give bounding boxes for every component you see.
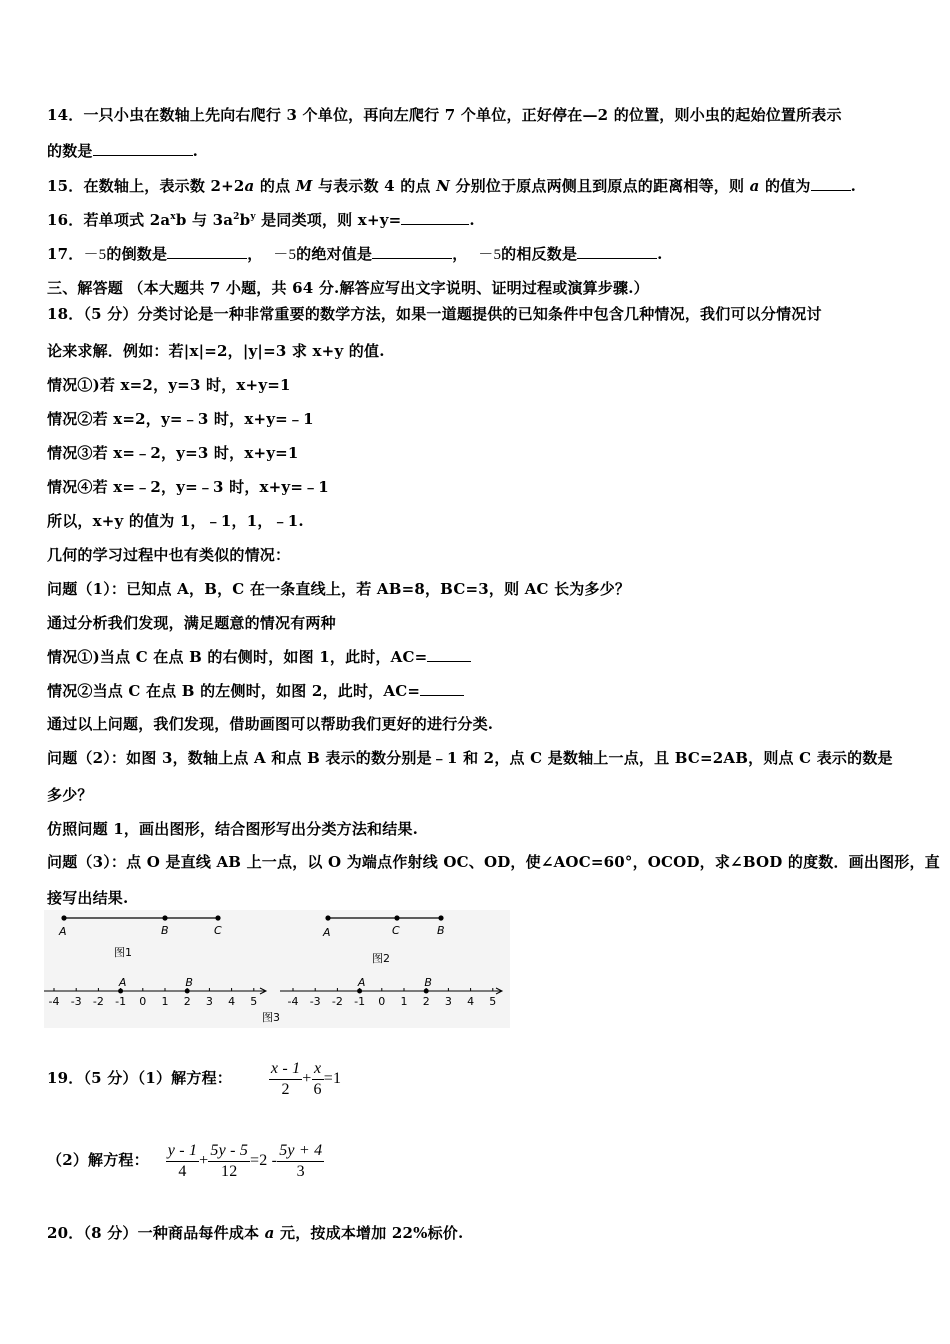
fig3-label-b: B <box>424 976 432 989</box>
fig3-tick-label: -4 <box>287 995 299 1008</box>
fig3-tick-label: 1 <box>400 995 408 1008</box>
q19-frac-1-num: x - 1 <box>269 1059 302 1080</box>
fig2-point-c <box>394 915 399 920</box>
fig2-label-b: B <box>437 924 445 937</box>
q18-geometry-intro: 几何的学习过程中也有类似的情况： <box>47 546 291 564</box>
q19-frac-5-den: 3 <box>296 1162 305 1180</box>
q19-frac-4-den: 12 <box>221 1162 238 1180</box>
q18-problem2-line2: 多少？ <box>47 786 93 804</box>
q20 <box>47 1222 463 1243</box>
q18-case1: 情况①)若 x=2，y=3 时，x+y=1 <box>47 376 291 394</box>
fig3-tick-label: 2 <box>422 995 430 1008</box>
q17 <box>47 243 663 264</box>
q17-text-3: 的相反数是 <box>501 245 578 263</box>
q16-period: . <box>469 211 475 229</box>
fig3-tick-label: 3 <box>205 995 213 1008</box>
q15-var-a2: a <box>749 177 760 195</box>
q19-frac-5 <box>277 1141 324 1182</box>
fig1-label-b: B <box>161 924 169 937</box>
fig3-tick-label: 5 <box>250 995 258 1008</box>
fig3-tick-label: 5 <box>489 995 497 1008</box>
fig3-tick-label: 0 <box>139 995 147 1008</box>
q17-blank-reciprocal[interactable] <box>167 244 247 259</box>
fig2-label-c: C <box>392 924 400 937</box>
q17-sep-2: ， <box>452 245 468 263</box>
q19-equals-2: =2 - <box>250 1152 278 1169</box>
q19-frac-1 <box>269 1059 302 1100</box>
fig3-label-a: A <box>118 976 127 989</box>
fig3-tick-label: 3 <box>444 995 452 1008</box>
q17-sep-1: ， <box>247 245 263 263</box>
q15-point-n: N <box>436 177 450 195</box>
q19-frac-2-num: x <box>312 1059 324 1080</box>
q15-point-m: M <box>295 177 313 195</box>
q19-frac-4-num: 5y - 5 <box>208 1141 250 1162</box>
q17-value-1: －5 <box>83 247 107 263</box>
q18-conclusion: 所以，x+y 的值为 1，﹣1，1，﹣1. <box>47 512 304 530</box>
q17-blank-opposite[interactable] <box>577 244 657 259</box>
q16-text-2: b 与 3a <box>175 211 234 229</box>
q18-finding: 通过以上问题，我们发现，借助画图可以帮助我们更好的进行分类. <box>47 715 494 733</box>
fig1-point-c <box>215 915 220 920</box>
q19-frac-4 <box>208 1141 250 1182</box>
q20-text-1: 20．（8 分）一种商品每件成本 <box>47 1224 265 1242</box>
q18-problem2-line1: 问题（2）：如图 3，数轴上点 A 和点 B 表示的数分别是﹣1 和 2，点 C 是数轴上一点，且 BC=2AB，则点 C 表示的数是 <box>47 749 893 767</box>
q19-frac-2 <box>312 1059 324 1100</box>
q14-text: 的数是 <box>47 142 93 160</box>
q17-period: . <box>657 245 663 263</box>
q18-line1: 18．（5 分）分类讨论是一种非常重要的数学方法，如果一道题提供的已知条件中包含几种情况，我们可以分情况讨 <box>47 305 822 323</box>
section-heading: 三、解答题 （本大题共 7 小题，共 64 分.解答应写出文字说明、证明过程或演算步骤.） <box>47 279 649 297</box>
fig3-tick-label: -3 <box>309 995 321 1008</box>
q17-text-2: 的绝对值是 <box>296 245 373 263</box>
q17-value-2: －5 <box>273 247 297 263</box>
q18-case4: 情况④若 x=﹣2，y=﹣3 时，x+y=﹣1 <box>47 478 329 496</box>
q18-situation2-blank[interactable] <box>420 681 464 696</box>
q18-problem1: 问题（1）：已知点 A，B，C 在一条直线上，若 AB=8，BC=3，则 AC 长为多少？ <box>47 580 631 598</box>
fig3-tick-label: 0 <box>378 995 386 1008</box>
q18-situation2-text: 情况②当点 C 在点 B 的左侧时，如图 2，此时，AC= <box>47 682 421 700</box>
q15-text-3: 与表示数 4 的点 <box>312 177 437 195</box>
q19-frac-3 <box>166 1141 199 1182</box>
fig1-label-a: A <box>59 925 67 938</box>
fig3-tick-label: -2 <box>331 995 343 1008</box>
fig3-tick-label: -4 <box>48 995 60 1008</box>
fig3-tick-label: -3 <box>70 995 82 1008</box>
fig2-point-a <box>325 915 330 920</box>
q18-problem3-line2: 接写出结果. <box>47 889 129 907</box>
q16-sup-3: y <box>250 212 256 222</box>
fig3-tick-label: -1 <box>115 995 127 1008</box>
q16 <box>47 209 475 230</box>
q20-var-a: a <box>264 1224 275 1242</box>
q18-situation1-blank[interactable] <box>427 647 471 662</box>
q19-plus: + <box>302 1070 312 1087</box>
q19-equals-1: =1 <box>323 1070 342 1087</box>
q19-part2 <box>47 1137 324 1183</box>
q19-frac-3-num: y - 1 <box>166 1141 199 1162</box>
q20-text-2: 元，按成本增加 22%标价. <box>274 1224 464 1242</box>
q15-period: . <box>850 177 857 195</box>
fig2-point-b <box>438 915 443 920</box>
fig3-tick-label: -1 <box>354 995 366 1008</box>
fig1-caption: 图1 <box>114 946 132 959</box>
q19-part1 <box>47 1055 341 1101</box>
fig3-tick-label: 1 <box>161 995 169 1008</box>
q19-part1-label: 19．（5 分）（1）解方程： <box>47 1069 232 1087</box>
q19-frac-1-den: 2 <box>281 1080 290 1098</box>
q16-text-1: 16．若单项式 2a <box>47 211 171 229</box>
q19-plus-2: + <box>199 1152 209 1169</box>
q19-frac-2-den: 6 <box>313 1080 322 1098</box>
fig1-point-b <box>162 915 167 920</box>
fig2-caption: 图2 <box>372 952 390 965</box>
fig3-point-b <box>424 989 429 994</box>
q18-case3: 情况③若 x=﹣2，y=3 时，x+y=1 <box>47 444 299 462</box>
q19-part2-label: （2）解方程： <box>47 1151 149 1169</box>
q16-text-4: 是同类项，则 x+y= <box>255 211 402 229</box>
fig3-caption: 图3 <box>262 1011 280 1024</box>
fig3-point-a <box>357 989 362 994</box>
q18-analysis: 通过分析我们发现，满足题意的情况有两种 <box>47 614 336 632</box>
q16-sup-2: 2 <box>233 212 240 222</box>
fig3-tick-label: -2 <box>92 995 104 1008</box>
q15-text-2: 的点 <box>254 177 296 195</box>
q15-text-1: 15．在数轴上，表示数 2+2 <box>47 177 245 195</box>
q14-line2 <box>47 140 198 161</box>
fig3-label-b: B <box>185 976 193 989</box>
fig3-point-a <box>118 989 123 994</box>
q14-line1: 14．一只小虫在数轴上先向右爬行 3 个单位，再向左爬行 7 个单位，正好停在—2 的位置，则小虫的起始位置所表示 <box>47 106 842 124</box>
q16-text-3: b <box>239 211 251 229</box>
q15-answer-blank[interactable] <box>811 176 851 191</box>
q18-line2: 论来求解．例如：若|x|=2，|y|=3 求 x+y 的值. <box>47 342 385 360</box>
fig1-point-a <box>61 915 66 920</box>
q17-text-1: 的倒数是 <box>106 245 168 263</box>
q19-frac-5-num: 5y + 4 <box>277 1141 324 1162</box>
q15-text-5: 的值为 <box>759 177 811 195</box>
q18-imitate: 仿照问题 1，画出图形，结合图形写出分类方法和结果. <box>47 820 419 838</box>
q15-text-4: 分别位于原点两侧且到原点的距离相等，则 <box>449 177 750 195</box>
figures-panel <box>44 910 510 1028</box>
q17-blank-abs[interactable] <box>372 244 452 259</box>
q17-number: 17． <box>47 245 84 263</box>
q15 <box>47 175 856 196</box>
fig2-label-a: A <box>323 926 331 939</box>
fig3-label-a: A <box>357 976 366 989</box>
q18-situation2 <box>47 680 464 701</box>
fig3-tick-label: 4 <box>467 995 475 1008</box>
q18-situation1-text: 情况①)当点 C 在点 B 的右侧时，如图 1，此时，AC= <box>47 648 428 666</box>
fig1-label-c: C <box>214 924 222 937</box>
q17-value-3: －5 <box>478 247 502 263</box>
q18-problem3-line1: 问题（3）：点 O 是直线 AB 上一点，以 O 为端点作射线 OC、OD，使∠AOC=60°，OCOD，求∠BOD 的度数．画出图形，直 <box>47 853 940 871</box>
q18-situation1 <box>47 646 471 667</box>
fig3-tick-label: 2 <box>183 995 191 1008</box>
q16-sup-1: x <box>170 212 176 222</box>
q16-answer-blank[interactable] <box>401 210 469 225</box>
q14-period: . <box>192 142 199 160</box>
q18-case2: 情况②若 x=2，y=﹣3 时，x+y=﹣1 <box>47 410 314 428</box>
q15-var-a: a <box>244 177 255 195</box>
fig3-point-b <box>185 989 190 994</box>
q14-answer-blank[interactable] <box>93 141 193 156</box>
fig3-tick-label: 4 <box>228 995 236 1008</box>
q19-frac-3-den: 4 <box>178 1162 187 1180</box>
